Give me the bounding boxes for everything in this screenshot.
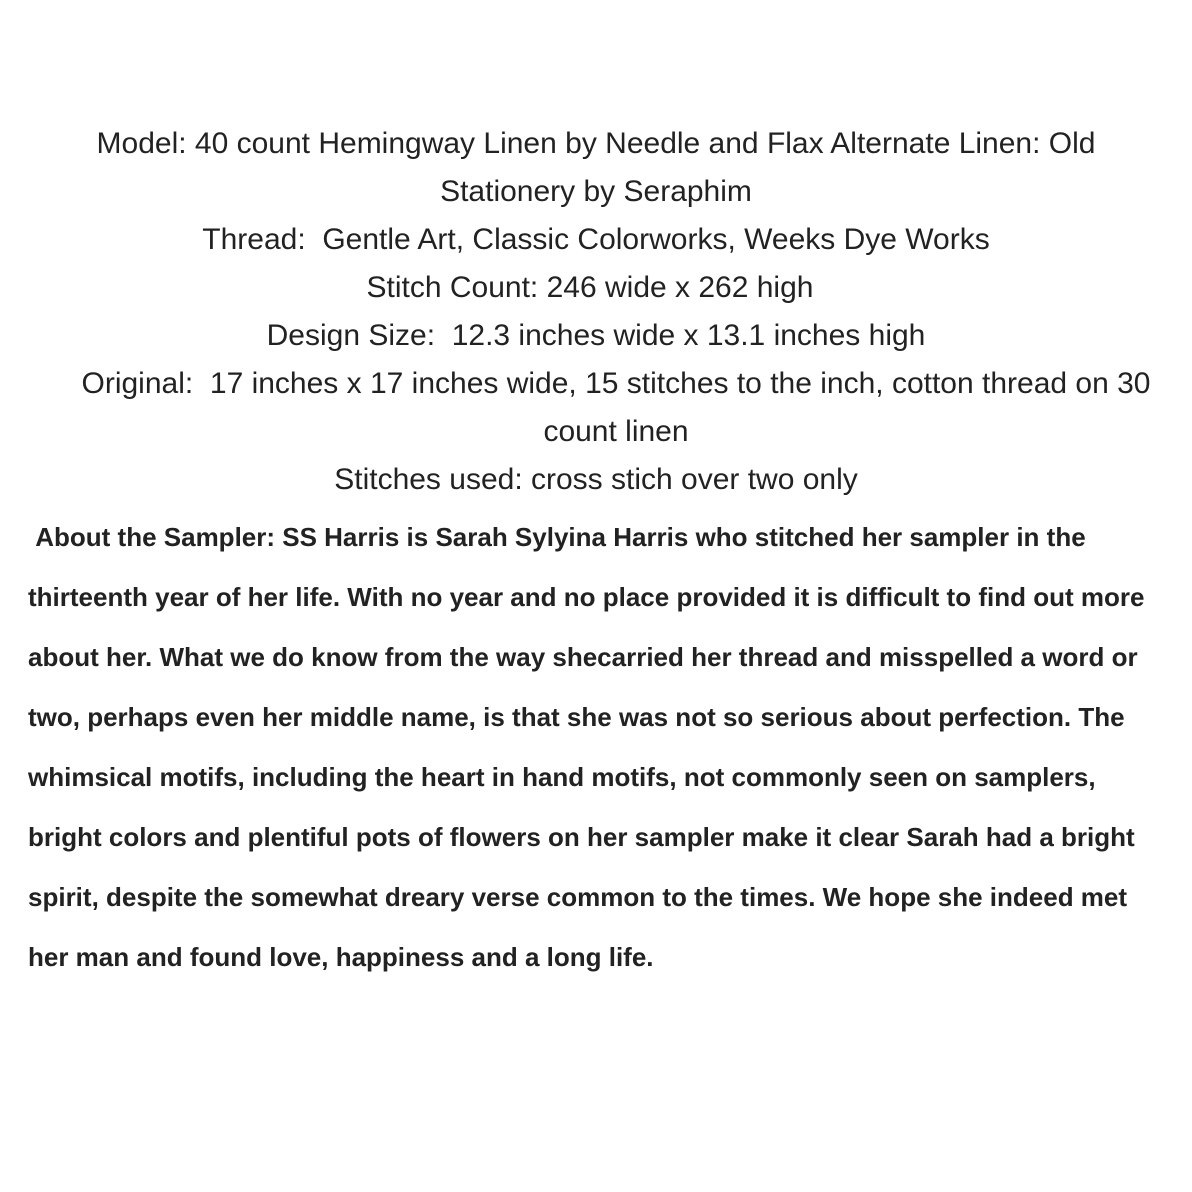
about-the-sampler-paragraph: About the Sampler: SS Harris is Sarah Sylyina Harris who stitched her sampler in the thirteenth year of her life. With no year and no place provided it is difficult to find out more about her. What we do know from the way shecarried her thread and misspelled a word or two, perhaps even her middle name, is that she was not so serious about perfection. The whimsical motifs, including the heart in hand motifs, not commonly seen on samplers, bright colors and plentiful pots of flowers on her sampler make it clear Sarah had a bright spirit, despite the somewhat dreary verse common to the times. We hope she indeed met her man and found love, happiness and a long life. [28,522,1152,972]
design-size-line: Design Size: 12.3 inches wide x 13.1 inches high [266,319,926,352]
sampler-specifications [40,120,1159,504]
original-line: Original: 17 inches x 17 inches wide, 15 stitches to the inch, cotton thread on 30 count linen [81,367,1159,448]
stitch-count-line: Stitch Count: 246 wide x 262 high [366,271,814,304]
thread-line: Thread: Gentle Art, Classic Colorworks, Weeks Dye Works [202,223,990,256]
model-line: Model: 40 count Hemingway Linen by Needle and Flax Alternate Linen: Old Stationery by Seraphim [96,127,1104,208]
stitches-used-line: Stitches used: cross stich over two only [334,463,858,496]
